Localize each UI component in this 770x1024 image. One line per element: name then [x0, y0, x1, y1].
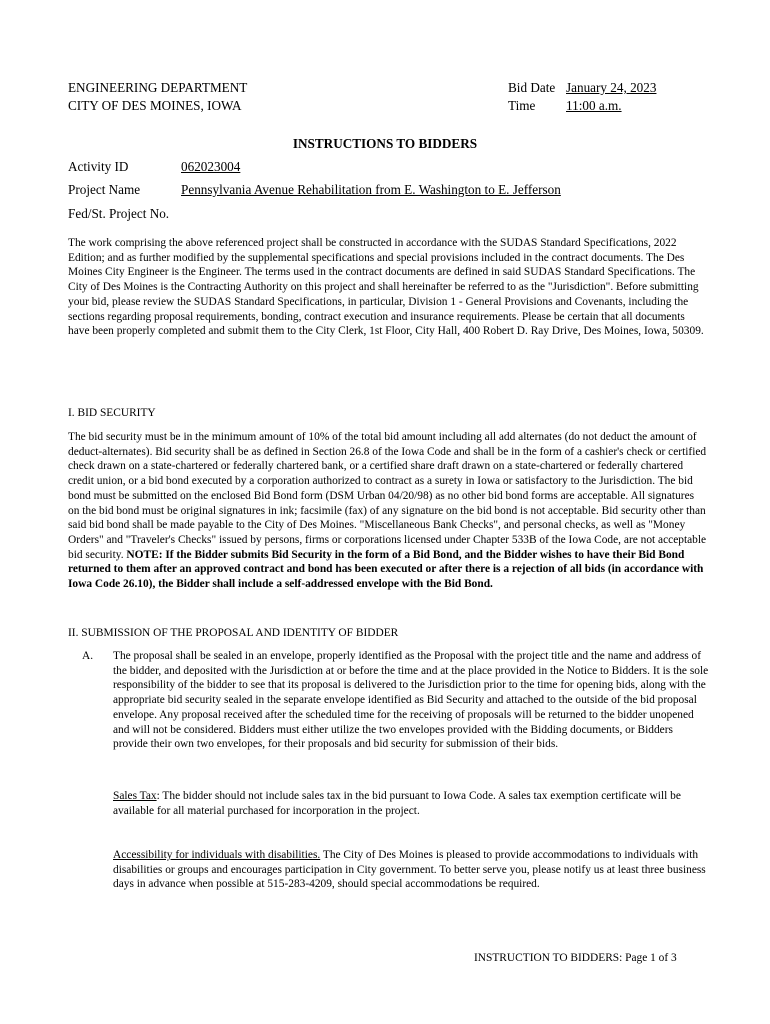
activity-id-value: 062023004	[181, 159, 241, 174]
accessibility-paragraph	[113, 848, 709, 892]
bid-date-value: January 24, 2023	[566, 80, 657, 95]
activity-id-label: Activity ID	[68, 159, 129, 174]
section-1-note: NOTE: If the Bidder submits Bid Security in the form of a Bid Bond, and the Bidder wishes to have their Bid Bond returned to them after an approved contract and bond has been executed or after there is a rejection of all bids (in accordance with Iowa Code 26.10), the Bidder shall include a self-addressed envelope with the Bid Bond.	[68, 548, 704, 591]
item-a-paragraph: The proposal shall be sealed in an envelope, properly identified as the Proposal with the project title and the name and address of the bidder, and deposited with the Jurisdiction at or before the time and at the place provided in the Notice to Bidders. It is the sole responsibility of the bidder to see that its proposal is delivered to the Jurisdiction prior to the time for opening bids, along with the appropriate bid security sealed in the separate envelope identified as Bid Security and attached to the outside of the bid proposal envelope. Any proposal received after the scheduled time for the receiving of proposals will be returned to the bidder unopened and will not be considered. Bidders must either utilize the two envelopes provided with the Bidding documents, or Bidders provide their own two envelopes, for their proposals and bid security for submission of their bids.	[113, 650, 709, 751]
fed-project-label: Fed/St. Project No.	[68, 206, 170, 221]
section-2-heading: II. SUBMISSION OF THE PROPOSAL AND IDENTITY OF BIDDER	[68, 627, 399, 639]
intro-paragraph: The work comprising the above referenced project shall be constructed in accordance with the SUDAS Standard Specifications, 2022 Edition; and as further modified by the supplemental specifications and special provisions included in the contract documents. The Des Moines City Engineer is the Engineer. The terms used in the contract documents are defined in said SUDAS Standard Specifications. The City of Des Moines is the Contracting Authority on this project and shall hereinafter be referred to as the "Jurisdiction". Before submitting your bid, please review the SUDAS Standard Specifications, in particular, Division 1 - General Provisions and Covenants, including the sections regarding proposal requirements, bonding, contract execution and insurance requirements. Please be certain that all documents have been properly completed and submit them to the City Clerk, 1st Floor, City Hall, 400 Robert D. Ray Drive, Des Moines, Iowa, 50309.	[68, 237, 704, 338]
sales-tax-label: Sales Tax	[113, 790, 157, 802]
department-name	[68, 79, 247, 115]
department-line-1: ENGINEERING DEPARTMENT	[68, 80, 248, 95]
sales-tax-paragraph	[113, 789, 709, 818]
section-1-heading: I. BID SECURITY	[68, 407, 156, 419]
page-footer: INSTRUCTION TO BIDDERS: Page 1 of 3	[474, 952, 677, 964]
project-name-value: Pennsylvania Avenue Rehabilitation from E. Washington to E. Jefferson	[181, 182, 561, 197]
time-label: Time	[508, 98, 536, 113]
project-name-label: Project Name	[68, 182, 141, 197]
item-a-label: A.	[82, 650, 94, 662]
page-title: INSTRUCTIONS TO BIDDERS	[292, 136, 478, 151]
accessibility-label: Accessibility for individuals with disabilities.	[113, 849, 321, 861]
sales-tax-text: : The bidder should not include sales tax in the bid pursuant to Iowa Code. A sales tax exemption certificate will be available for all material purchased for incorporation in the project.	[113, 790, 681, 817]
section-1-paragraph	[68, 430, 708, 592]
section-1-text: The bid security must be in the minimum amount of 10% of the total bid amount including all add alternates (do not deduct the amount of deduct-alternates). Bid security shall be as defined in Section 26.8 of the Iowa Code and shall be in the form of a cashier's check or certified check drawn on a state-chartered or federally chartered bank, or a certified share draft drawn on a state-chartered or federally chartered credit union, or a bid bond executed by a corporation authorized to contract as a surety in Iowa or satisfactory to the Jurisdiction. The bid bond must be submitted on the enclosed Bid Bond form (DSM Urban 04/20/98) as no other bid bond forms are acceptable. All signatures on the bid bond must be original signatures in ink; facsimile (fax) of any signature on the bid bond is not acceptable. Bid security other than said bid bond shall be made payable to the City of Des Moines. "Miscellaneous Bank Checks", and personal checks, as well as "Money Orders" and "Traveler's Checks" issued by persons, firms or corporations licensed under Chapter 533B of the Iowa Code, are not acceptable bid security.	[68, 431, 707, 561]
bid-date-label: Bid Date	[508, 80, 556, 95]
bid-info	[508, 79, 656, 115]
time-value: 11:00 a.m.	[566, 98, 622, 113]
department-line-2: CITY OF DES MOINES, IOWA	[68, 98, 242, 113]
accessibility-text: The City of Des Moines is pleased to provide accommodations to individuals with disabilities or groups and encourages participation in City government. To better serve you, please notify us at least three business days in advance when possible at 515-283-4209, should special accommodations be required.	[113, 849, 706, 891]
